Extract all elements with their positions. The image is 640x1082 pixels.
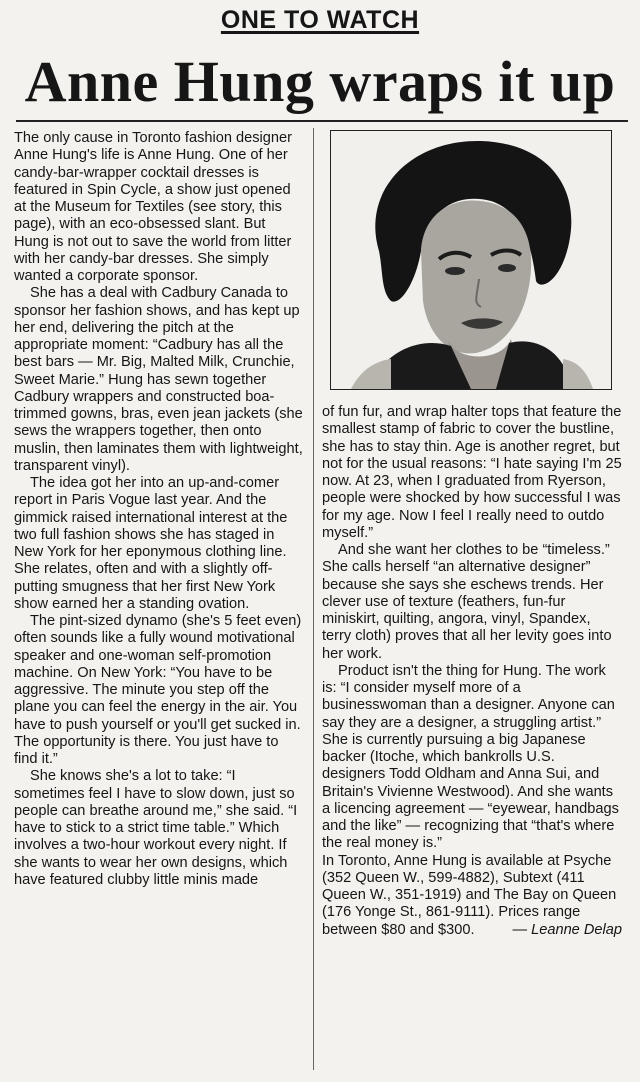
paragraph: of fun fur, and wrap halter tops that feature the smallest stamp of fabric to cover the bustline, she has to stay thin. Age is another regret, but not for the usual reasons: “I hate saying I'm 25 now. At 23, when I graduated from Ryerson, people were shocked by how successful I was for my age. Now I feel I really need to outdo myself.” <box>322 404 622 541</box>
availability-note <box>322 853 622 939</box>
portrait-photo-icon <box>331 131 611 389</box>
paragraph: She has a deal with Cadbury Canada to sponsor her fashion shows, and has kept up her end, delivering the pitch at the appropriate moment: “Cadbury has all the best bars — Mr. Big, Malted Milk, Crunchie, Sweet Marie.” Hung has sewn together Cadbury wrappers and constructed boa-trimmed gowns, bras, even jean jackets (she sews the wrappers together, then onto muslin, then laminates them with lightweight, transparent vinyl). <box>14 285 303 474</box>
paragraph: The only cause in Toronto fashion designer Anne Hung's life is Anne Hung. One of her candy-bar-wrapper cocktail dresses is featured in Spin Cycle, a show just opened at the Museum for Textiles (see story, this page), with an eco-obsessed slant. But Hung is not out to save the world from litter with her candy-bar dresses. She simply wanted a corporate sponsor. <box>14 130 293 284</box>
portrait-photo <box>330 130 612 390</box>
right-column <box>322 404 622 939</box>
headline: Anne Hung wraps it up <box>24 49 616 114</box>
left-column <box>14 130 304 889</box>
paragraph: Product isn't the thing for Hung. The work is: “I consider myself more of a businesswoman than a designer. Anyone can say they are a designer, a struggling artist.” She is currently pursuing a big Japanese backer (Itoche, which bankrolls U.S. designers Todd Oldham and Anna Sui, and Britain's Vivienne Westwood). And she wants a licencing agreement — “eyewear, handbags and the like” — recognizing that “that's where the real money is.” <box>322 662 619 852</box>
byline: — Leanne Delap <box>512 921 622 938</box>
paragraph: And she want her clothes to be “timeless.” She calls herself “an alternative designer” because she says she eschews trends. Her clever use of texture (feathers, fun-fur miniskirt, quilting, angora, vinyl, Spandex, terry cloth) proves that all her levity goes into her work. <box>322 542 612 662</box>
section-kicker: ONE TO WATCH <box>220 6 420 34</box>
paragraph: She knows she's a lot to take: “I sometimes feel I have to slow down, just so people can breathe around me,” she said. “I have to stick to a strict time table.” Which involves a two-hour workout every night. If she wants to wear her own designs, which have featured clubby little minis made <box>14 768 298 888</box>
paragraph: The pint-sized dynamo (she's 5 feet even) often sounds like a fully wound motivational speaker and one-woman self-promotion machine. On New York: “You have to be aggressive. The minute you step off the plane you can feel the energy in the air. You have to push yourself or you'll get sucked in. The opportunity is there. You just have to find it.” <box>14 613 302 767</box>
column-divider <box>313 128 314 1070</box>
paragraph: The idea got her into an up-and-comer report in Paris Vogue last year. And the gimmick raised international interest at the two full fashion shows she has staged in New York for her eponymous clothing line. She relates, often and with a slightly off-putting smugness that her first New York show earned her a standing ovation. <box>14 475 288 612</box>
headline-rule <box>16 120 628 122</box>
availability-text: In Toronto, Anne Hung is available at Psyche (352 Queen W., 599-4882), Subtext (411 Queen W., 351-1919) and The Bay on Queen (176 Yonge St., 861-9111). Prices range between $80 and $300. <box>322 852 617 938</box>
